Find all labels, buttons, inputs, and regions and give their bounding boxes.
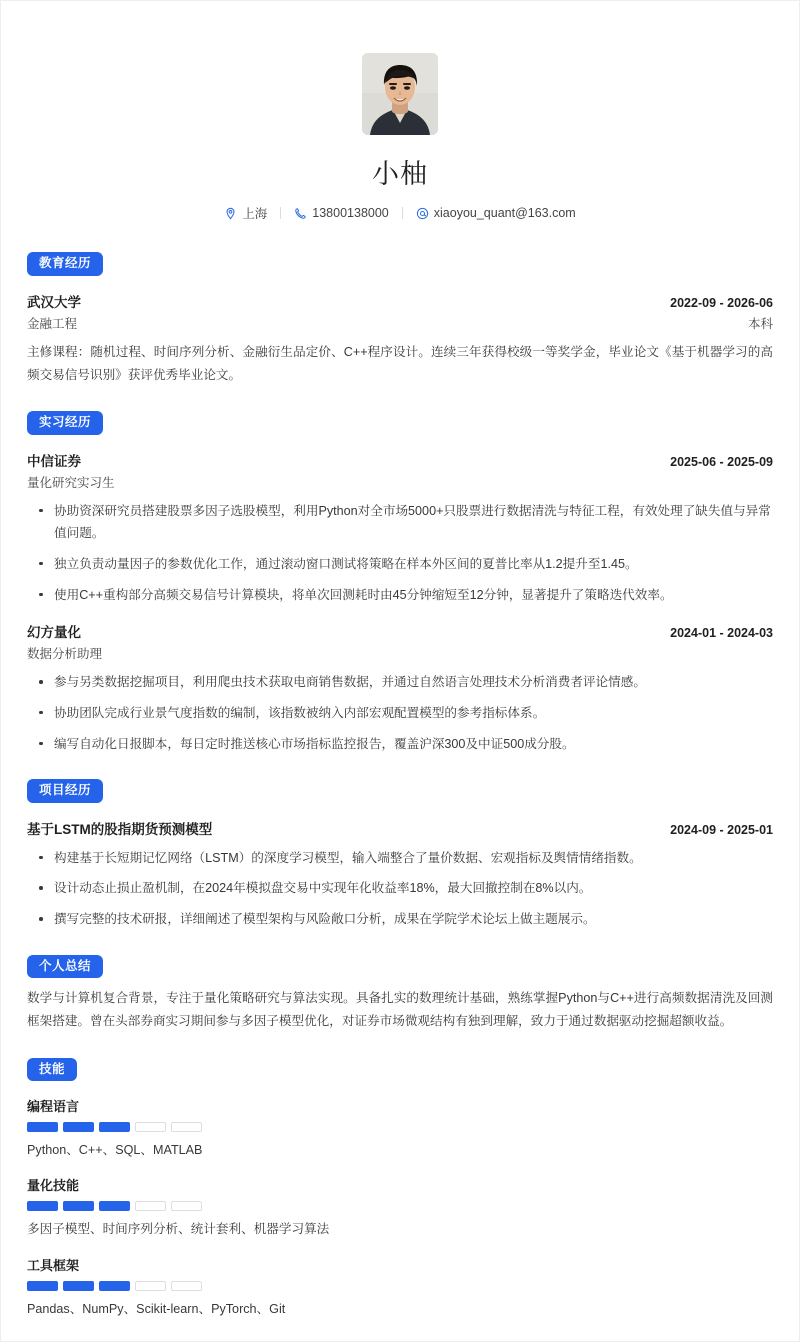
section-badge-education: 教育经历 (27, 252, 103, 276)
skill-segment-filled (63, 1281, 94, 1291)
entry-header (27, 450, 773, 470)
avatar (362, 53, 438, 135)
summary-text: 数学与计算机复合背景，专注于量化策略研究与算法实现。具备扎实的数理统计基础，熟练掌握Python与C++进行高频数据清洗及回测框架搭建。曾在头部券商实习期间参与多因子模型优化，对证券市场微观结构有独到理解，致力于通过数据驱动挖掘超额收益。 (27, 991, 773, 1029)
skill-group-description: Pandas、NumPy、Scikit-learn、PyTorch、Git (27, 1301, 286, 1316)
section-badge-internship: 实习经历 (27, 411, 103, 435)
phone-icon (294, 207, 307, 220)
company-name: 幻方量化 (27, 625, 81, 641)
list-item: 独立负责动量因子的参数优化工作，通过滚动窗口测试将策略在样本外区间的夏普比率从1.2提升至1.45。 (27, 553, 773, 576)
project-date: 2024-09 - 2025-01 (670, 822, 773, 837)
skill-segment-empty (171, 1201, 202, 1211)
contact-location (211, 204, 280, 222)
location-pin-icon (224, 207, 237, 220)
email-at-icon (416, 207, 429, 220)
contact-email-value: xiaoyou_quant@163.com (433, 206, 576, 220)
skill-segment-empty (171, 1281, 202, 1291)
skill-segment-filled (63, 1122, 94, 1132)
skill-group-description: Python、C++、SQL、MATLAB (27, 1143, 203, 1158)
school-name: 武汉大学 (27, 294, 81, 310)
list-item: 协助团队完成行业景气度指数的编制，该指数被纳入内部宏观配置模型的参考指标体系。 (27, 702, 773, 725)
section-education (27, 252, 773, 387)
section-internship (27, 411, 773, 755)
skill-group-description: 多因子模型、时间序列分析、统计套利、机器学习算法 (27, 1222, 330, 1237)
section-skills (27, 1058, 773, 1319)
list-item: 构建基于长短期记忆网络（LSTM）的深度学习模型，输入端整合了量价数据、宏观指标及舆情情绪指数。 (27, 847, 773, 870)
list-item: 使用C++重构部分高频交易信号计算模块，将单次回测耗时由45分钟缩短至12分钟，显著提升了策略迭代效率。 (27, 584, 773, 607)
internship-date: 2024-01 - 2024-03 (670, 626, 773, 641)
section-summary (27, 955, 773, 1034)
education-description: 主修课程：随机过程、时间序列分析、金融衍生品定价、C++程序设计。连续三年获得校级一等奖学金，毕业论文《基于机器学习的高频交易信号识别》获评优秀毕业论文。 (27, 344, 773, 382)
skill-segment-empty (135, 1281, 166, 1291)
contact-email (403, 206, 589, 220)
skill-group-tools (27, 1255, 773, 1319)
project-name: 基于LSTM的股指期货预测模型 (27, 821, 213, 837)
project-bullets (27, 847, 773, 931)
page-title: 小柚 (372, 159, 428, 189)
list-item: 设计动态止损止盈机制，在2024年模拟盘交易中实现年化收益率18%，最大回撤控制在8%以内。 (27, 877, 773, 900)
skill-group-quant (27, 1175, 773, 1239)
skill-group-title: 量化技能 (27, 1178, 80, 1194)
internship-bullets (27, 500, 773, 607)
entry-subheader (27, 314, 773, 332)
skill-group-programming (27, 1096, 773, 1160)
section-badge-projects: 项目经历 (27, 779, 103, 803)
internship-entry (27, 450, 773, 607)
skill-level-bar (27, 1281, 773, 1291)
skill-group-title: 编程语言 (27, 1099, 80, 1115)
list-item: 编写自动化日报脚本，每日定时推送核心市场指标监控报告，覆盖沪深300及中证500成分股。 (27, 733, 773, 756)
section-badge-summary: 个人总结 (27, 955, 103, 979)
job-title: 量化研究实习生 (27, 475, 115, 490)
skill-group-title: 工具框架 (27, 1257, 80, 1273)
major: 金融工程 (27, 316, 78, 331)
entry-header (27, 818, 773, 838)
contact-phone-value: 13800138000 (312, 206, 389, 220)
section-badge-skills: 技能 (27, 1058, 77, 1082)
entry-header (27, 621, 773, 641)
skill-segment-filled (27, 1201, 58, 1211)
skill-level-bar (27, 1201, 773, 1211)
contact-phone (281, 206, 401, 220)
project-entry (27, 818, 773, 931)
internship-date: 2025-06 - 2025-09 (670, 454, 773, 469)
skill-segment-filled (27, 1281, 58, 1291)
list-item: 撰写完整的技术研报，详细阐述了模型架构与风险敞口分析，成果在学院学术论坛上做主题展示。 (27, 908, 773, 931)
education-date: 2022-09 - 2026-06 (670, 295, 773, 310)
entry-subheader (27, 644, 773, 662)
job-title: 数据分析助理 (27, 647, 103, 662)
degree: 本科 (747, 316, 773, 331)
skill-segment-filled (63, 1201, 94, 1211)
skill-segment-filled (99, 1122, 130, 1132)
contact-bar (27, 204, 773, 222)
education-entry (27, 291, 773, 388)
list-item: 协助资深研究员搭建股票多因子选股模型，利用Python对全市场5000+只股票进行数据清洗与特征工程，有效处理了缺失值与异常值问题。 (27, 500, 773, 545)
company-name: 中信证券 (27, 453, 81, 469)
entry-header (27, 291, 773, 311)
section-projects (27, 779, 773, 930)
list-item: 参与另类数据挖掘项目，利用爬虫技术获取电商销售数据，并通过自然语言处理技术分析消费者评论情感。 (27, 671, 773, 694)
contact-location-value: 上海 (242, 207, 268, 221)
skill-level-bar (27, 1122, 773, 1132)
internship-entry (27, 621, 773, 755)
skill-segment-empty (135, 1122, 166, 1132)
internship-bullets (27, 671, 773, 755)
skill-segment-filled (99, 1201, 130, 1211)
entry-subheader (27, 473, 773, 491)
skill-segment-empty (171, 1122, 202, 1132)
skill-segment-filled (99, 1281, 130, 1291)
skill-segment-empty (135, 1201, 166, 1211)
resume-header (27, 53, 773, 228)
skill-segment-filled (27, 1122, 58, 1132)
